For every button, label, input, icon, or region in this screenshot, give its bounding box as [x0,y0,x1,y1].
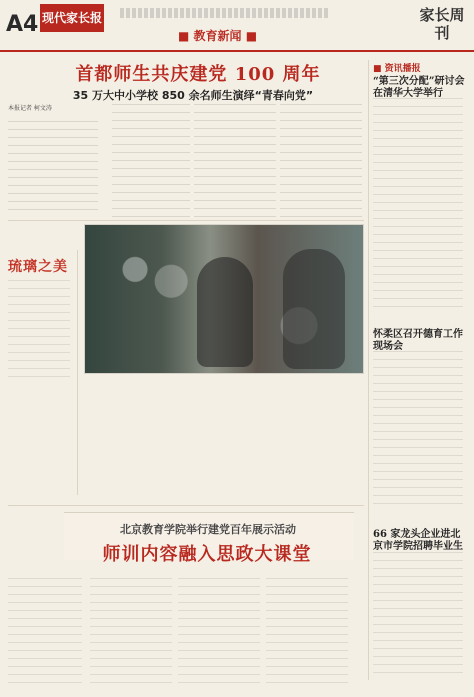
lead-body-block-3 [194,104,276,226]
right-headline-1: “第三次分配”研讨会在清华大学举行 [373,76,465,99]
feature-body-block-1 [8,578,82,686]
feature-story-kicker: 北京教育学院举行建党百年展示活动 [120,523,296,536]
right-headline-3: 66 家龙头企业进北京市学院招聘毕业生 [373,529,463,552]
right-headline-2: 怀柔区召开德育工作现场会 [373,329,463,352]
feature-story-title: 师训内容融入思政大课堂 [102,544,312,565]
lead-body-block-1 [8,121,98,211]
right-column-tag: ■ 资讯播报 [373,64,421,74]
side-story-title: 琉璃之美 [8,259,68,275]
exhibition-photo [84,224,364,374]
lead-story-subtitle: 35 万大中小学校 850 余名师生演绎“青春向党” [72,89,314,102]
lead-story-byline: 本报记者 柯文涛 [8,105,52,112]
right-body-block-2 [373,351,463,506]
right-body-block-3 [373,552,463,680]
side-brand: 家长周刊 [419,6,465,42]
page-number: A4 [6,12,39,37]
side-story-body [8,280,70,380]
newspaper-brand: 现代家长报 [40,4,104,32]
lead-body-block-4 [280,104,362,226]
feature-body-block-3 [178,578,260,686]
masthead [0,0,474,52]
feature-body-block-2 [90,578,172,686]
section-label: ■ 教育新闻 ■ [178,29,258,43]
right-body-block-1 [373,98,463,308]
feature-body-block-4 [266,578,348,686]
masthead-meta [120,8,330,18]
lead-body-block-2 [112,104,190,226]
lead-story-title: 首都师生共庆建党 100 周年 [75,64,321,85]
